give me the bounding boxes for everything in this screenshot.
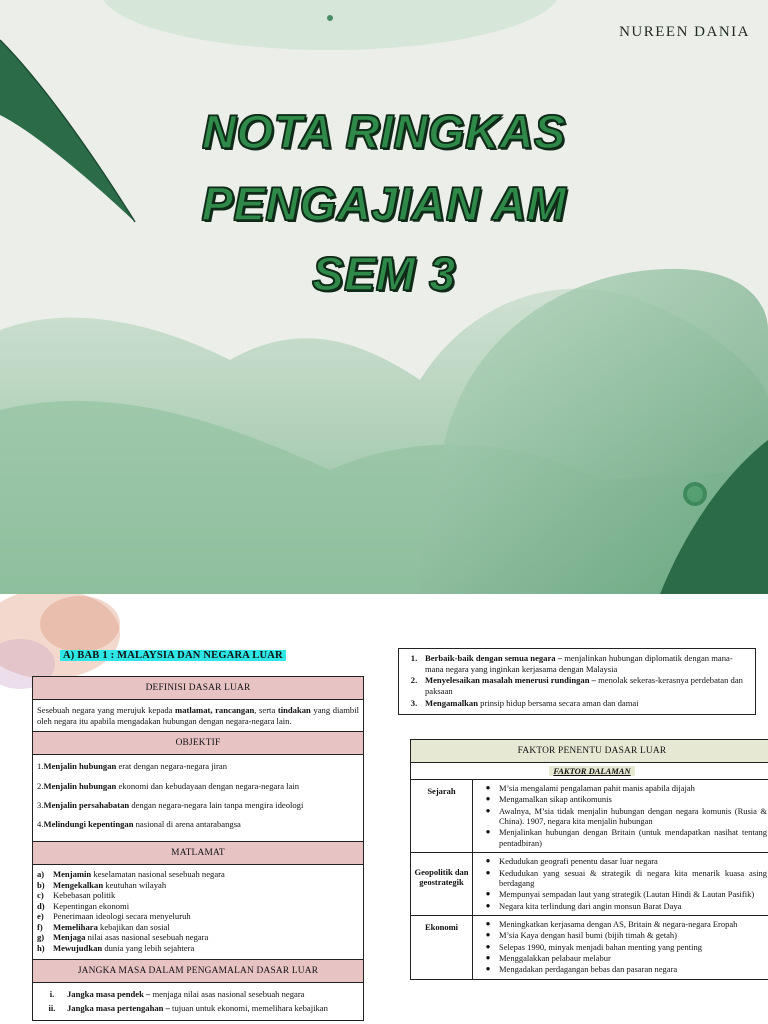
list-item: ● Mengamalkan sikap antikomunis <box>477 794 767 804</box>
list-item: ● M’sia Kaya dengan hasil bumi (bijih timah & getah) <box>477 930 767 940</box>
bullet-icon: ● <box>485 889 491 899</box>
list-item: ● Kedudukan geografi penentu dasar luar negara <box>477 856 767 866</box>
bullet-icon: ● <box>485 867 491 877</box>
list-item: c) Kebebasan politik <box>37 890 116 901</box>
list-item: ● Mempunyai sempadan laut yang strategik (Lautan Hindi & Lautan Pasifik) <box>477 889 767 899</box>
bullet-icon: ● <box>485 856 491 866</box>
dasar-luar-table <box>32 676 364 1021</box>
bullet-icon: ● <box>485 930 491 940</box>
list-item: ● Mengadakan perdagangan bebas dan pasaran negara <box>477 964 767 974</box>
list-item: 2.Menjalin hubungan ekonomi dan kebudayaan dengan negara-negara lain <box>37 780 300 791</box>
bullet-icon: ● <box>485 783 491 792</box>
list-item: a) Menjamin keselamatan nasional sesebuah negara <box>37 869 225 880</box>
bullet-icon: ● <box>485 964 491 974</box>
list-item: h) Mewujudkan dunia yang lebih sejahtera <box>37 942 195 953</box>
bullet-icon: ● <box>485 953 491 963</box>
list-item: ● Awalnya, M’sia tidak menjalin hubungan dengan negara komunis (Rusia & China). 1907, negara kita menjalin hubungan <box>477 806 767 827</box>
list-item: ● Kedudukan yang sesuai & strategik di negara kita menarik kuasa asing berdagang <box>477 868 767 889</box>
jangka-masa-heading: JANGKA MASA DALAM PENGAMALAN DASAR LUAR <box>33 960 364 983</box>
table-row <box>411 853 768 916</box>
list-item: 1. Berbaik-baik dengan semua negara – menjalinkan hubungan diplomatik dengan mana-mana negara yang inginkan kerjasama dengan Malaysia <box>410 653 733 674</box>
bullet-icon: ● <box>485 827 491 837</box>
cover-title-line-3: SEM 3 <box>312 247 456 300</box>
list-item: ● Menggalakkan pelabaur melabur <box>477 953 767 963</box>
row-label: Geopolitik dan geostrategik <box>411 853 473 916</box>
list-item: f) Memelihara kebajikan dan sosial <box>37 921 170 932</box>
objektif-list <box>33 755 364 842</box>
objektif-heading: OBJEKTIF <box>33 732 364 755</box>
matlamat-heading: MATLAMAT <box>33 842 364 865</box>
matlamat-list <box>33 865 364 960</box>
list-item: 3. Mengamalkan prinsip hidup bersama secara aman dan damai <box>410 697 639 708</box>
row-label: Ekonomi <box>411 915 473 979</box>
bullet-icon: ● <box>485 805 491 815</box>
table-row <box>411 780 768 853</box>
list-item: ● Selepas 1990, minyak menjadi bahan menting yang penting <box>477 942 767 952</box>
section-heading: A) BAB 1 : MALAYSIA DAN NEGARA LUAR <box>60 650 286 661</box>
list-item: 1.Menjalin hubungan erat dengan negara-negara jiran <box>37 761 227 772</box>
list-item: 2. Menyelesaikan masalah menerusi rundingan – menolak sekeras-kerasnya perdebatan dan paksaan <box>410 675 743 697</box>
jangka-masa-list <box>33 983 364 1021</box>
list-item: ● Meningkatkan kerjasama dengan AS, Britain & negara-negara Eropah <box>477 919 767 929</box>
list-item: e) Penerimaan ideologi secara menyeluruh <box>37 911 191 922</box>
list-item: g) Menjaga nilai asas nasional sesebuah negara <box>37 932 209 943</box>
bullet-icon: ● <box>485 918 491 928</box>
row-label: Sejarah <box>411 780 473 853</box>
faktor-heading: FAKTOR PENENTU DASAR LUAR <box>411 740 768 763</box>
bullet-icon: ● <box>485 794 491 804</box>
list-item: d) Kepentingan ekonomi <box>37 900 130 911</box>
definisi-text: Sesebuah negara yang merujuk kepada matlamat, rancangan, serta tindakan yang diambil oleh negara itu apabila mengadakan hubungan dengan negara-negara lain. <box>33 700 364 732</box>
notes-page <box>0 594 768 1024</box>
definisi-heading: DEFINISI DASAR LUAR <box>33 677 364 700</box>
list-item: ii. Jangka masa pertengahan – tujuan untuk ekonomi, memelihara kebajikan <box>48 1003 328 1014</box>
list-item: ● Negara kita terlindung dari angin monsun Barat Daya <box>477 901 767 911</box>
faktor-subheading: FAKTOR DALAMAN <box>411 763 768 780</box>
faktor-penentu-table <box>410 739 768 980</box>
bullet-icon: ● <box>485 941 491 951</box>
cover-title-line-1: NOTA RINGKAS <box>202 105 566 158</box>
list-item: ● Menjalinkan hubungan dengan Britain (untuk mendapatkan nasihat tentang pentadbiran) <box>477 827 767 848</box>
list-item: b) Mengekalkan keutuhan wilayah <box>37 879 167 890</box>
list-item: 4.Melindungi kepentingan nasional di arena antarabangsa <box>37 818 241 829</box>
author-brand: NUREEN DANIA <box>619 24 750 40</box>
cover-title-line-2: PENGAJIAN AM <box>201 177 567 230</box>
bullet-icon: ● <box>485 900 491 910</box>
list-item: 3.Menjalin persahabatan dengan negara-negara lain tanpa mengira ideologi <box>37 799 304 810</box>
list-item: ● M’sia mengalami pengalaman pahit manis apabila dijajah <box>477 783 767 793</box>
list-item: i. Jangka masa pendek – menjaga nilai asas nasional sesebuah negara <box>49 989 305 1000</box>
table-row <box>411 915 768 979</box>
prinsip-box <box>398 648 756 715</box>
